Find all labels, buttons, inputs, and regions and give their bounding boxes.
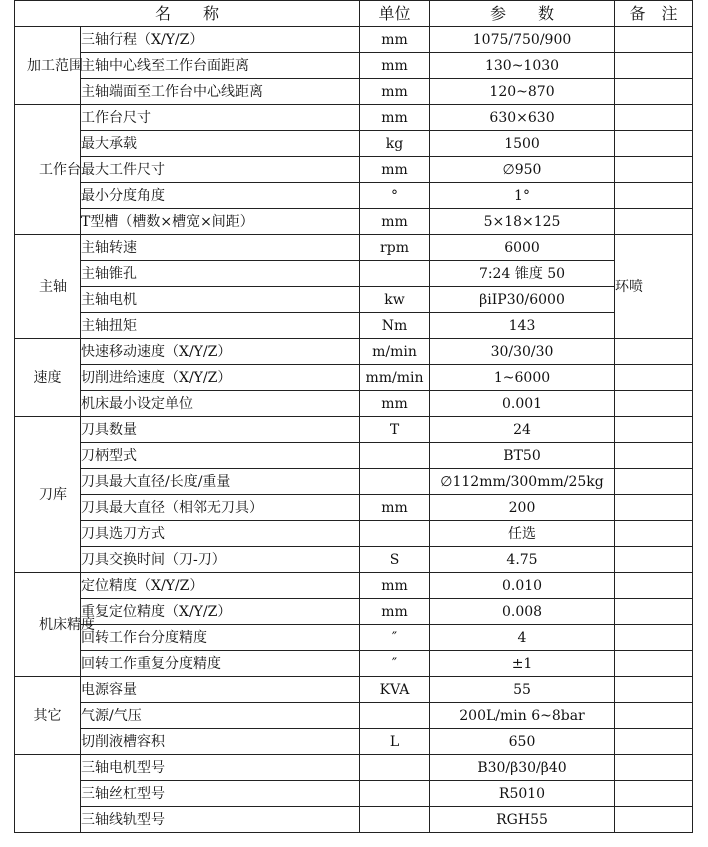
param-name: 切削进给速度（X/Y/Z） bbox=[81, 365, 360, 391]
param-value: 630×630 bbox=[430, 105, 615, 131]
table-row bbox=[15, 677, 693, 703]
param-remark bbox=[615, 781, 693, 807]
header-unit: 单位 bbox=[360, 1, 430, 27]
param-value: 1~6000 bbox=[430, 365, 615, 391]
param-name: 定位精度（X/Y/Z） bbox=[81, 573, 360, 599]
param-name: 三轴电机型号 bbox=[81, 755, 360, 781]
header-row bbox=[15, 1, 693, 27]
param-remark bbox=[615, 79, 693, 105]
param-unit: mm bbox=[360, 105, 430, 131]
param-name: 刀柄型式 bbox=[81, 443, 360, 469]
param-value: ±1 bbox=[430, 651, 615, 677]
table-row bbox=[15, 235, 693, 261]
param-name: 刀具数量 bbox=[81, 417, 360, 443]
param-remark bbox=[615, 547, 693, 573]
table-row bbox=[15, 157, 693, 183]
param-name: 最大承载 bbox=[81, 131, 360, 157]
table-row bbox=[15, 131, 693, 157]
param-remark bbox=[615, 105, 693, 131]
param-unit: ″ bbox=[360, 625, 430, 651]
param-value: 200L/min 6~8bar bbox=[430, 703, 615, 729]
param-value: Β30/β30/β40 bbox=[430, 755, 615, 781]
table-row bbox=[15, 417, 693, 443]
table-row bbox=[15, 79, 693, 105]
param-name: 刀具交换时间（刀-刀） bbox=[81, 547, 360, 573]
param-remark bbox=[615, 755, 693, 781]
param-unit bbox=[360, 703, 430, 729]
param-unit: kw bbox=[360, 287, 430, 313]
param-unit: mm bbox=[360, 157, 430, 183]
param-name: 重复定位精度（X/Y/Z） bbox=[81, 599, 360, 625]
param-name: 主轴转速 bbox=[81, 235, 360, 261]
table-row bbox=[15, 313, 693, 339]
param-unit: Nm bbox=[360, 313, 430, 339]
param-remark bbox=[615, 469, 693, 495]
param-unit bbox=[360, 261, 430, 287]
param-name: 刀具最大直径（相邻无刀具） bbox=[81, 495, 360, 521]
param-unit: T bbox=[360, 417, 430, 443]
param-unit bbox=[360, 807, 430, 833]
param-name: 三轴丝杠型号 bbox=[81, 781, 360, 807]
param-unit: L bbox=[360, 729, 430, 755]
param-unit: ° bbox=[360, 183, 430, 209]
param-unit: ″ bbox=[360, 651, 430, 677]
param-value: 120~870 bbox=[430, 79, 615, 105]
param-value: βiIP30/6000 bbox=[430, 287, 615, 313]
param-remark bbox=[615, 391, 693, 417]
param-name: 最小分度角度 bbox=[81, 183, 360, 209]
table-row bbox=[15, 651, 693, 677]
param-unit bbox=[360, 443, 430, 469]
param-unit bbox=[360, 521, 430, 547]
param-unit: rpm bbox=[360, 235, 430, 261]
param-remark bbox=[615, 209, 693, 235]
param-remark bbox=[615, 183, 693, 209]
table-row bbox=[15, 625, 693, 651]
param-value: 5×18×125 bbox=[430, 209, 615, 235]
param-remark bbox=[615, 521, 693, 547]
param-value: 24 bbox=[430, 417, 615, 443]
table-row bbox=[15, 261, 693, 287]
param-name: 快速移动速度（X/Y/Z） bbox=[81, 339, 360, 365]
param-value: 130~1030 bbox=[430, 53, 615, 79]
table-row bbox=[15, 287, 693, 313]
param-name: 电源容量 bbox=[81, 677, 360, 703]
param-unit: mm bbox=[360, 79, 430, 105]
param-value: 1° bbox=[430, 183, 615, 209]
param-name: 刀具最大直径/长度/重量 bbox=[81, 469, 360, 495]
table-row bbox=[15, 521, 693, 547]
group-label: 主轴 bbox=[15, 235, 81, 339]
param-name: 工作台尺寸 bbox=[81, 105, 360, 131]
table-row bbox=[15, 27, 693, 53]
param-value: 200 bbox=[430, 495, 615, 521]
group-label: 其它 bbox=[15, 677, 81, 755]
header-value: 参 数 bbox=[430, 1, 615, 27]
param-name: 气源/气压 bbox=[81, 703, 360, 729]
param-unit: mm bbox=[360, 53, 430, 79]
param-unit: mm bbox=[360, 573, 430, 599]
param-value: 6000 bbox=[430, 235, 615, 261]
param-name: 主轴锥孔 bbox=[81, 261, 360, 287]
table-row bbox=[15, 339, 693, 365]
param-value: 1500 bbox=[430, 131, 615, 157]
table-row bbox=[15, 469, 693, 495]
param-unit: mm bbox=[360, 27, 430, 53]
param-name: 回转工作台分度精度 bbox=[81, 625, 360, 651]
param-remark bbox=[615, 807, 693, 833]
table-row bbox=[15, 547, 693, 573]
param-remark bbox=[615, 599, 693, 625]
param-unit bbox=[360, 781, 430, 807]
table-row bbox=[15, 729, 693, 755]
param-unit bbox=[360, 469, 430, 495]
param-remark bbox=[615, 365, 693, 391]
table-row bbox=[15, 105, 693, 131]
table-row bbox=[15, 573, 693, 599]
param-value: 7:24 锥度 50 bbox=[430, 261, 615, 287]
param-name: 三轴行程（X/Y/Z） bbox=[81, 27, 360, 53]
param-value: ∅950 bbox=[430, 157, 615, 183]
table-row bbox=[15, 755, 693, 781]
param-name: 主轴扭矩 bbox=[81, 313, 360, 339]
header-remark: 备 注 bbox=[615, 1, 693, 27]
group-label: 工作台 bbox=[15, 105, 81, 235]
param-remark bbox=[615, 729, 693, 755]
param-unit: S bbox=[360, 547, 430, 573]
param-remark bbox=[615, 625, 693, 651]
param-remark bbox=[615, 495, 693, 521]
param-unit: kg bbox=[360, 131, 430, 157]
param-value: 0.008 bbox=[430, 599, 615, 625]
table-row bbox=[15, 443, 693, 469]
param-value: RGH55 bbox=[430, 807, 615, 833]
param-remark bbox=[615, 131, 693, 157]
param-remark bbox=[615, 703, 693, 729]
param-remark bbox=[615, 53, 693, 79]
param-value: 1075/750/900 bbox=[430, 27, 615, 53]
param-value: 4.75 bbox=[430, 547, 615, 573]
param-value: 30/30/30 bbox=[430, 339, 615, 365]
param-remark bbox=[615, 339, 693, 365]
table-row bbox=[15, 495, 693, 521]
param-value: 55 bbox=[430, 677, 615, 703]
table-row bbox=[15, 391, 693, 417]
param-name: 切削液槽容积 bbox=[81, 729, 360, 755]
param-unit: mm bbox=[360, 599, 430, 625]
param-value: 0.010 bbox=[430, 573, 615, 599]
param-name: 主轴端面至工作台中心线距离 bbox=[81, 79, 360, 105]
param-remark bbox=[615, 417, 693, 443]
param-name: 三轴线轨型号 bbox=[81, 807, 360, 833]
table-row bbox=[15, 703, 693, 729]
param-unit: mm bbox=[360, 495, 430, 521]
group-label: 刀库 bbox=[15, 417, 81, 573]
param-value: 143 bbox=[430, 313, 615, 339]
param-name: 刀具选刀方式 bbox=[81, 521, 360, 547]
header-name: 名 称 bbox=[15, 1, 360, 27]
param-remark bbox=[615, 27, 693, 53]
param-name: 主轴中心线至工作台面距离 bbox=[81, 53, 360, 79]
table-row bbox=[15, 209, 693, 235]
group-label: 机床精度 bbox=[15, 573, 81, 677]
param-unit: mm/min bbox=[360, 365, 430, 391]
param-unit: mm bbox=[360, 209, 430, 235]
param-name: 最大工件尺寸 bbox=[81, 157, 360, 183]
param-unit bbox=[360, 755, 430, 781]
group-label bbox=[15, 755, 81, 833]
table-row bbox=[15, 183, 693, 209]
param-value: 0.001 bbox=[430, 391, 615, 417]
param-remark bbox=[615, 157, 693, 183]
table-row bbox=[15, 807, 693, 833]
param-name: 回转工作重复分度精度 bbox=[81, 651, 360, 677]
param-name: T型槽（槽数×槽宽×间距） bbox=[81, 209, 360, 235]
param-value: BT50 bbox=[430, 443, 615, 469]
param-unit: KVA bbox=[360, 677, 430, 703]
param-value: 任选 bbox=[430, 521, 615, 547]
table-row bbox=[15, 53, 693, 79]
group-label: 加工范围 bbox=[15, 27, 81, 105]
param-value: 650 bbox=[430, 729, 615, 755]
spec-body bbox=[15, 27, 693, 833]
param-remark bbox=[615, 443, 693, 469]
spec-table bbox=[14, 0, 693, 833]
param-unit: mm bbox=[360, 391, 430, 417]
param-unit: m/min bbox=[360, 339, 430, 365]
param-remark bbox=[615, 677, 693, 703]
param-value: ∅112mm/300mm/25kg bbox=[430, 469, 615, 495]
param-name: 机床最小设定单位 bbox=[81, 391, 360, 417]
group-label: 速度 bbox=[15, 339, 81, 417]
param-name: 主轴电机 bbox=[81, 287, 360, 313]
param-value: 4 bbox=[430, 625, 615, 651]
param-remark bbox=[615, 573, 693, 599]
table-row bbox=[15, 365, 693, 391]
group-remark: 环喷 bbox=[615, 235, 693, 339]
table-row bbox=[15, 599, 693, 625]
param-value: R5010 bbox=[430, 781, 615, 807]
param-remark bbox=[615, 651, 693, 677]
table-row bbox=[15, 781, 693, 807]
